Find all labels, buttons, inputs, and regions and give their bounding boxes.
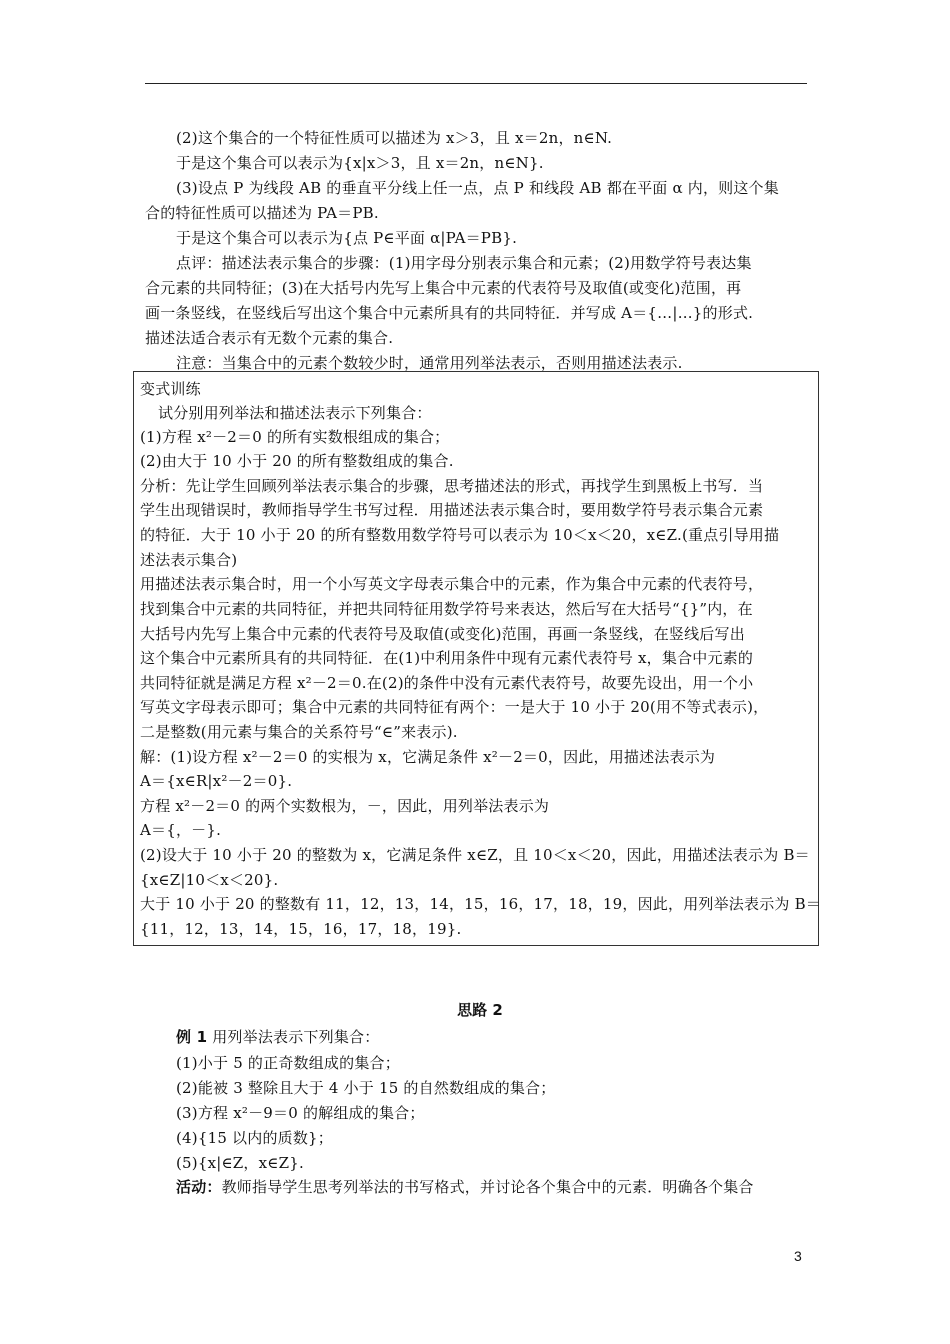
box-line: 大括号内先写上集合中元素的代表符号及取值(或变化)范围，再画一条竖线，在竖线后写出 (140, 625, 745, 643)
box-line: 试分别用列举法和描述法表示下列集合： (158, 404, 432, 422)
activity-line (176, 1177, 754, 1197)
box-line: 写英文字母表示即可；集合中元素的共同特征有两个：一是大于 10 小于 20(用不等式表示)， (140, 698, 769, 716)
box-line: {11，12，13，14，15，16，17，18，19}. (140, 920, 462, 938)
activity-text: 教师指导学生思考列举法的书写格式，并讨论各个集合中的元素．明确各个集合 (221, 1178, 754, 1196)
paragraph-line: 合元素的共同特征；(3)在大括号内先写上集合中元素的代表符号及取值(或变化)范围，再 (145, 279, 742, 297)
example-item: (5){x|∈Z，x∈Z}. (176, 1154, 304, 1172)
example-item: (4){15 以内的质数}； (176, 1129, 333, 1147)
box-line: (2)设大于 10 小于 20 的整数为 x，它满足条件 x∈Z，且 10＜x＜20，因此，用描述法表示为 B＝ (140, 846, 810, 864)
paragraph-line: 于是这个集合可以表示为{x|x＞3，且 x＝2n，n∈N}. (176, 154, 544, 172)
box-line: 解：(1)设方程 x²－2＝0 的实根为 x，它满足条件 x²－2＝0，因此，用描述法表示为 (140, 748, 716, 766)
box-line: 找到集合中元素的共同特征，并把共同特征用数学符号来表达，然后写在大括号“{}”内，在 (140, 600, 753, 618)
paragraph-line: 描述法适合表示有无数个元素的集合. (145, 329, 394, 347)
box-line: 的特征．大于 10 小于 20 的所有整数用数学符号可以表示为 10＜x＜20，x∈Z.(重点引导用描 (140, 526, 780, 544)
paragraph-line: 点评：描述法表示集合的步骤：(1)用字母分别表示集合和元素；(2)用数学符号表达集 (176, 254, 752, 272)
example-item: (3)方程 x²－9＝0 的解组成的集合； (176, 1104, 425, 1122)
box-line: {x∈Z|10＜x＜20}. (140, 871, 279, 889)
paragraph-line: 合的特征性质可以描述为 PA＝PB. (145, 204, 379, 222)
example-text: 用列举法表示下列集合： (207, 1028, 380, 1046)
box-line: 这个集合中元素所具有的共同特征．在(1)中利用条件中现有元素代表符号 x，集合中元素的 (140, 649, 754, 667)
example-line (176, 1027, 379, 1047)
box-line: 二是整数(用元素与集合的关系符号“∈”来表示). (140, 723, 458, 741)
box-line: (1)方程 x²－2＝0 的所有实数根组成的集合； (140, 428, 450, 446)
header-rule (145, 83, 807, 84)
box-line: 学生出现错误时，教师指导学生书写过程．用描述法表示集合时，要用数学符号表示集合元素 (140, 501, 764, 519)
box-line: (2)由大于 10 小于 20 的所有整数组成的集合. (140, 452, 454, 470)
paragraph-line: 画一条竖线，在竖线后写出这个集合中元素所具有的共同特征．并写成 A＝{…|…}的形式. (145, 304, 754, 322)
box-line: 共同特征就是满足方程 x²－2＝0.在(2)的条件中没有元素代表符号，故要先设出，用一个小 (140, 674, 754, 692)
box-line: A＝{x∈R|x²－2＝0}. (140, 772, 293, 790)
box-line: 方程 x²－2＝0 的两个实数根为，－，因此，用列举法表示为 (140, 797, 550, 815)
box-line: 分析：先让学生回顾列举法表示集合的步骤，思考描述法的形式，再找学生到黑板上书写．当 (140, 477, 764, 495)
paragraph-line: 于是这个集合可以表示为{点 P∈平面 α|PA＝PB}. (176, 229, 518, 247)
box-line: A＝{，－}. (140, 821, 222, 839)
example-item: (1)小于 5 的正奇数组成的集合； (176, 1054, 400, 1072)
example-label: 例 1 (176, 1028, 208, 1046)
box-line: 述法表示集合) (140, 551, 238, 569)
page-number: 3 (794, 1248, 802, 1264)
box-line: 大于 10 小于 20 的整数有 11，12，13，14，15，16，17，18，19，因此，用列举法表示为 B＝ (140, 895, 821, 913)
paragraph-line: (3)设点 P 为线段 AB 的垂直平分线上任一点，点 P 和线段 AB 都在平面 α 内，则这个集 (176, 179, 779, 197)
activity-label: 活动： (176, 1178, 222, 1196)
box-title: 变式训练 (140, 380, 201, 398)
section-heading: 思路 2 (457, 1001, 503, 1019)
example-item: (2)能被 3 整除且大于 4 小于 15 的自然数组成的集合； (176, 1079, 556, 1097)
box-line: 用描述法表示集合时，用一个小写英文字母表示集合中的元素，作为集合中元素的代表符号， (140, 575, 764, 593)
paragraph-line: (2)这个集合的一个特征性质可以描述为 x＞3，且 x＝2n，n∈N. (176, 129, 613, 147)
paragraph-line: 注意：当集合中的元素个数较少时，通常用列举法表示，否则用描述法表示. (176, 354, 683, 372)
